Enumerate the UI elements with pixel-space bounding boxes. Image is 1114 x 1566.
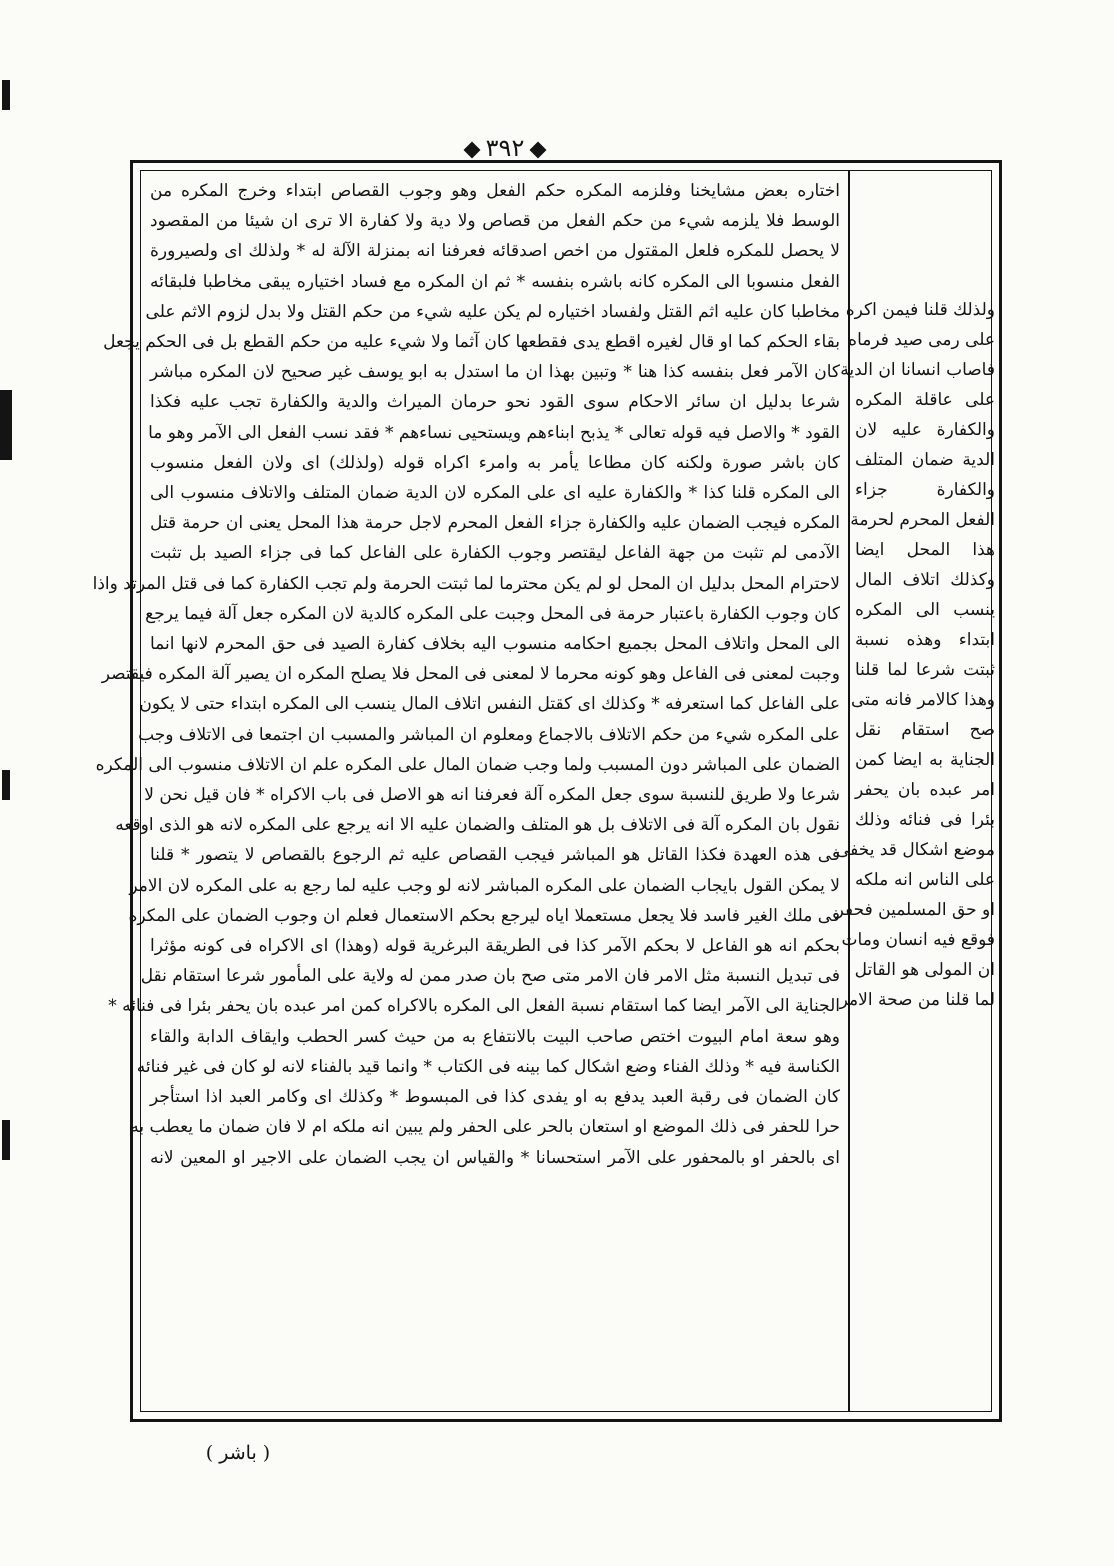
margin-line: فاصاب انسانا ان الدية [840, 360, 995, 380]
binding-mark [0, 390, 12, 460]
text-line: فى هذه العهدة فكذا القاتل هو المباشر فيجب القصاص عليه ثم الرجوع بالقصاص لا يتصور * قلنا [150, 845, 840, 866]
ornament-icon [530, 141, 547, 158]
text-line: اختاره بعض مشايخنا وفلزمه المكره حكم الفعل وهو وجوب القصاص ابتداء وخرج المكره من [150, 181, 840, 201]
margin-line: هذا المحل ايضا [855, 540, 995, 560]
margin-line: والكفارة جزاء [855, 480, 995, 500]
text-line: لاحترام المحل بدليل ان المحل لو لم يكن محترما لما ثبتت الحرمة ولم تجب الكفارة كما فى قتل المرتد واذا [92, 573, 840, 594]
text-line: الضمان على المباشر دون المسبب ولما وجب ضمان المال على المكره علم ان الاتلاف منسوب الى المكره [95, 754, 840, 775]
margin-line: الفعل المحرم لحرمة [850, 510, 995, 530]
text-line: الى المحل واتلاف المحل بجميع احكامه منسوب اليه بخلاف كفارة الصيد فى حق المحرم لانها انما [150, 634, 840, 655]
margin-line: على رمى صيد فرماه [848, 330, 995, 350]
margin-line: على الناس انه ملكه [855, 870, 995, 890]
text-line: فى تبديل النسبة مثل الامر فان الامر متى صح بان صدر ممن له ولاية على المأمور شرعا استقام نقل [140, 966, 840, 987]
text-line: كان الآمر فعل بنفسه كذا هنا * وتبين بهذا ان ما استدل به ابو يوسف غير صحيح لان المكره مباشر [150, 362, 840, 383]
text-line: الآدمى لم تثبت من جهة الفاعل ليقتصر وجوب الكفارة على الفاعل كما فى جزاء الصيد بل تثبت [150, 543, 840, 564]
margin-gloss-block [835, 295, 995, 1245]
margin-line: وهذا كالامر فانه متى [850, 690, 995, 710]
text-line: لا يمكن القول بايجاب الضمان على المكره المباشر لانه لو وجب عليه لما رجع به على المكره لان الامر [129, 875, 840, 896]
text-line: نقول بان المكره آلة فى الاتلاف بل هو المتلف والضمان عليه الا انه يرجع على المكره لانه هو الذى اوقعه [115, 815, 840, 836]
text-line: كان وجوب الكفارة باعتبار حرمة فى المحل وجبت على المكره كالدية لان المكره جعل آلة فيما يرجع [145, 603, 840, 624]
text-line: اى بالحفر او بالمحفور على الآمر استحسانا * والقياس ان يجب الضمان على الاجير او المعين لانه [150, 1147, 840, 1168]
text-line: فى ملك الغير فاسد فلا يجعل مستعملا اياه ليرجع بحكم الاستعمال فعلم ان وجوب الضمان على المكره [128, 905, 840, 926]
margin-line: او حق المسلمين فحفر [835, 900, 995, 920]
margin-line: الجناية به ايضا كمن [855, 750, 995, 770]
text-line: وجبت لمعنى فى الفاعل وهو كونه محرما لا لمعنى فى المحل فلا يصلح المكره ان يصير آلة المكره فيقتصر [101, 664, 840, 685]
margin-line: فوقع فيه انسان ومات [841, 930, 995, 950]
text-line: المكره فيجب الضمان عليه والكفارة جزاء الفعل المحرم لاجل حرمة هذا المحل يعنى ان حرمة قتل [150, 513, 840, 534]
margin-line: ينسب الى المكره [855, 600, 995, 620]
margin-line: ابتداء وهذه نسبة [855, 630, 995, 650]
text-line: على المكره شيء من حكم الاتلاف بالاجماع ومعلوم ان المباشر والمسبب ان اجتمعا فى الاتلاف وجب [138, 724, 840, 745]
margin-line: لما قلنا من صحة الامر [839, 990, 995, 1010]
margin-line: الدية ضمان المتلف [855, 450, 995, 470]
margin-line: ثبتت شرعا لما قلنا [855, 660, 995, 680]
catchword: ( باشر ) [205, 1442, 271, 1464]
text-line: الجناية الى الآمر ايضا كما استقام نسبة الفعل الى المكره بالاكراه كمن امر عبده بان يحفر بئرا فى فنائه * [108, 996, 840, 1017]
text-line: كان الضمان فى رقبة العبد يدفع به او يفدى كذا فى المبسوط * وكذلك اى وكامر العبد اذا استأجر [150, 1087, 840, 1108]
margin-line: ولذلك قلنا فيمن اكره [845, 300, 995, 320]
text-line: لا يحصل للمكره فلعل المقتول من اخص اصدقائه فعرفنا انه بمنزلة الآلة له * ولذلك اى ولصيرورة [150, 241, 840, 262]
margin-line: صح استقام نقل [855, 720, 995, 740]
binding-mark [2, 80, 10, 110]
margin-line: ان المولى هو القاتل [854, 960, 995, 980]
margin-line: بئرا فى فنائه وذلك [855, 810, 995, 830]
binding-mark [2, 1120, 10, 1160]
ornament-icon [463, 141, 480, 158]
text-line: بحكم انه هو الفاعل لا بحكم الآمر كذا فى الطريقة البرغرية قوله (وهذا) اى الاكراه فى كونه مؤثرا [150, 936, 840, 957]
text-line: شرعا ولا طريق للنسبة سوى جعل المكره آلة فعرفنا انه هو الاصل فى باب الاكراه * فان قيل نحن لا [144, 785, 840, 806]
binding-mark [2, 770, 10, 800]
text-line: كان باشر صورة ولكنه كان مطاعا يأمر به وامرء اكراه قوله (ولذلك) اى ولان الفعل منسوب [150, 452, 840, 473]
text-line: على الفاعل كما استعرفه * وكذلك اى كقتل النفس اتلاف المال ينسب الى المكره ابتداء حتى لا يكون [139, 694, 840, 715]
text-line: حرا للحفر فى ذلك الموضع او استعان بالحر على الحفر ولم يبين انه ملكه ام لا فان ضمان ما يعطب به [130, 1117, 840, 1138]
text-line: شرعا بدليل ان سائر الاحكام سوى القود نحو حرمان الميراث والدية والكفارة تجب عليه فكذا [150, 392, 840, 413]
margin-line: وكذلك اتلاف المال [855, 570, 995, 590]
text-line: الوسط فلا يلزمه شيء من حكم الفعل من قصاص ولا دية ولا كفارة الا ترى ان شيئا من المقصود [150, 211, 840, 232]
text-line: الكناسة فيه * وذلك الفناء وضع اشكال كما بينه فى الكتاب * وانما قيد بالفناء لانه لو كان فى غير فنائه [136, 1056, 840, 1077]
text-line: الى المكره قلنا كذا * والكفارة عليه اى على المكره لان الدية ضمان المتلف والاتلاف منسوب الى [150, 483, 840, 504]
margin-line: امر عبده بان يحفر [855, 780, 995, 800]
margin-line: موضع اشكال قد يخفى [836, 840, 995, 860]
text-line: مخاطبا كان عليه اثم القتل ولفساد اختياره لم يكن عليه شيء من حكم القتل ولا بدل لزوم الاثم على [145, 301, 840, 322]
margin-line: على عاقلة المكره [855, 390, 995, 410]
text-line: القود * والاصل فيه قوله تعالى * يذبح ابناءهم ويستحيى نساءهم * فقد نسب الفعل الى الآمر وهو ما [148, 422, 840, 443]
text-line: وهو سعة امام البيوت اختص صاحب البيت بالانتفاع به من حيث كسر الحطب وايقاف الدابة والقاء [150, 1026, 840, 1047]
text-line: بقاء الحكم كما او قال لغيره اقطع يدى فقطعها كان آثما ولا شيء عليه من حكم القطع بل فى الحكم يجعل [103, 332, 840, 353]
text-line: الفعل منسوبا الى المكره كانه باشره بنفسه * ثم ان المكره مع فساد اختياره يبقى مخاطبا فلبقائه [150, 271, 840, 292]
main-text-block [92, 176, 840, 1406]
page-number-text: ٣٩٢ [485, 134, 525, 162]
margin-line: والكفارة عليه لان [855, 420, 995, 440]
